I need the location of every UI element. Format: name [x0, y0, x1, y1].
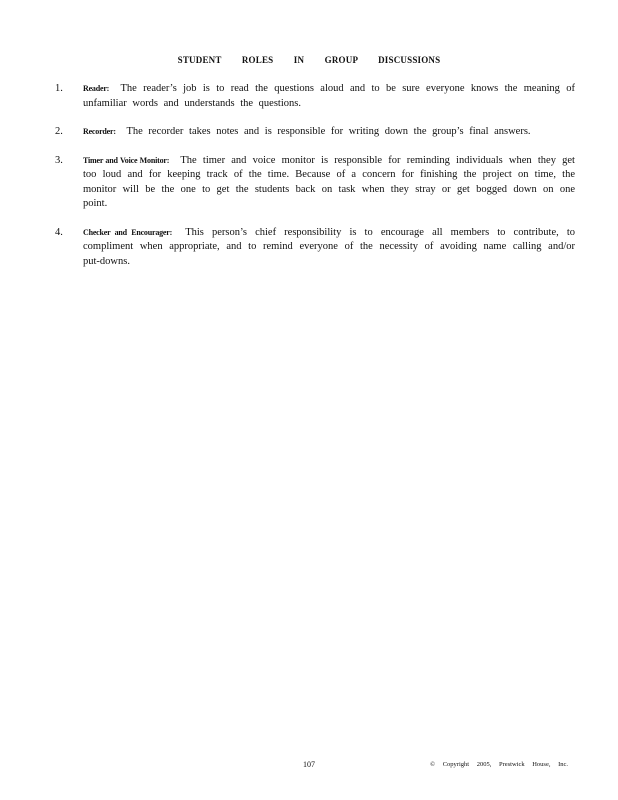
role-description-reader: The reader’s job is to read the questions aloud and to be sure everyone knows the meaning of unfamiliar words and understands the questions.: [83, 83, 576, 109]
role-title-reader: Reader:: [83, 84, 110, 93]
page-number: 107: [303, 760, 315, 769]
list-item-number: 2.: [55, 126, 63, 137]
role-description-timer-monitor: The timer and voice monitor is responsible for reminding individuals when they get too loud and for keeping track of the time. Because of a concern for finishing the project on time, the monitor will be the one to get the students back on task when they stray or get bogged down on one point.: [83, 154, 575, 209]
page-title: STUDENT ROLES IN GROUP DISCUSSIONS: [177, 55, 441, 65]
list-item-number: 4.: [55, 226, 63, 238]
list-item-number: 3.: [55, 154, 63, 166]
role-description-checker-encourager: This person’s chief responsibility is to encourage all members to contribute, to compliment when appropriate, and to remind everyone of the necessity of avoiding name calling and/or put-downs.: [83, 226, 576, 267]
list-item-recorder: [55, 125, 575, 140]
copyright-notice: © Copyright 2005, Prestwick House, Inc.: [430, 761, 568, 768]
role-description-recorder: The recorder takes notes and is responsible for writing down the group’s final answers.: [126, 126, 531, 137]
role-title-recorder: Recorder:: [83, 127, 116, 136]
list-item-reader: [55, 82, 575, 111]
roles-list: [55, 82, 575, 283]
list-item-number: 1.: [55, 83, 63, 94]
role-title-timer-monitor: Timer and Voice Monitor:: [83, 155, 170, 165]
list-item-checker-encourager: [55, 226, 575, 270]
list-item-timer-monitor: [55, 154, 575, 212]
role-title-checker-encourager: Checker and Encourager:: [83, 227, 173, 237]
